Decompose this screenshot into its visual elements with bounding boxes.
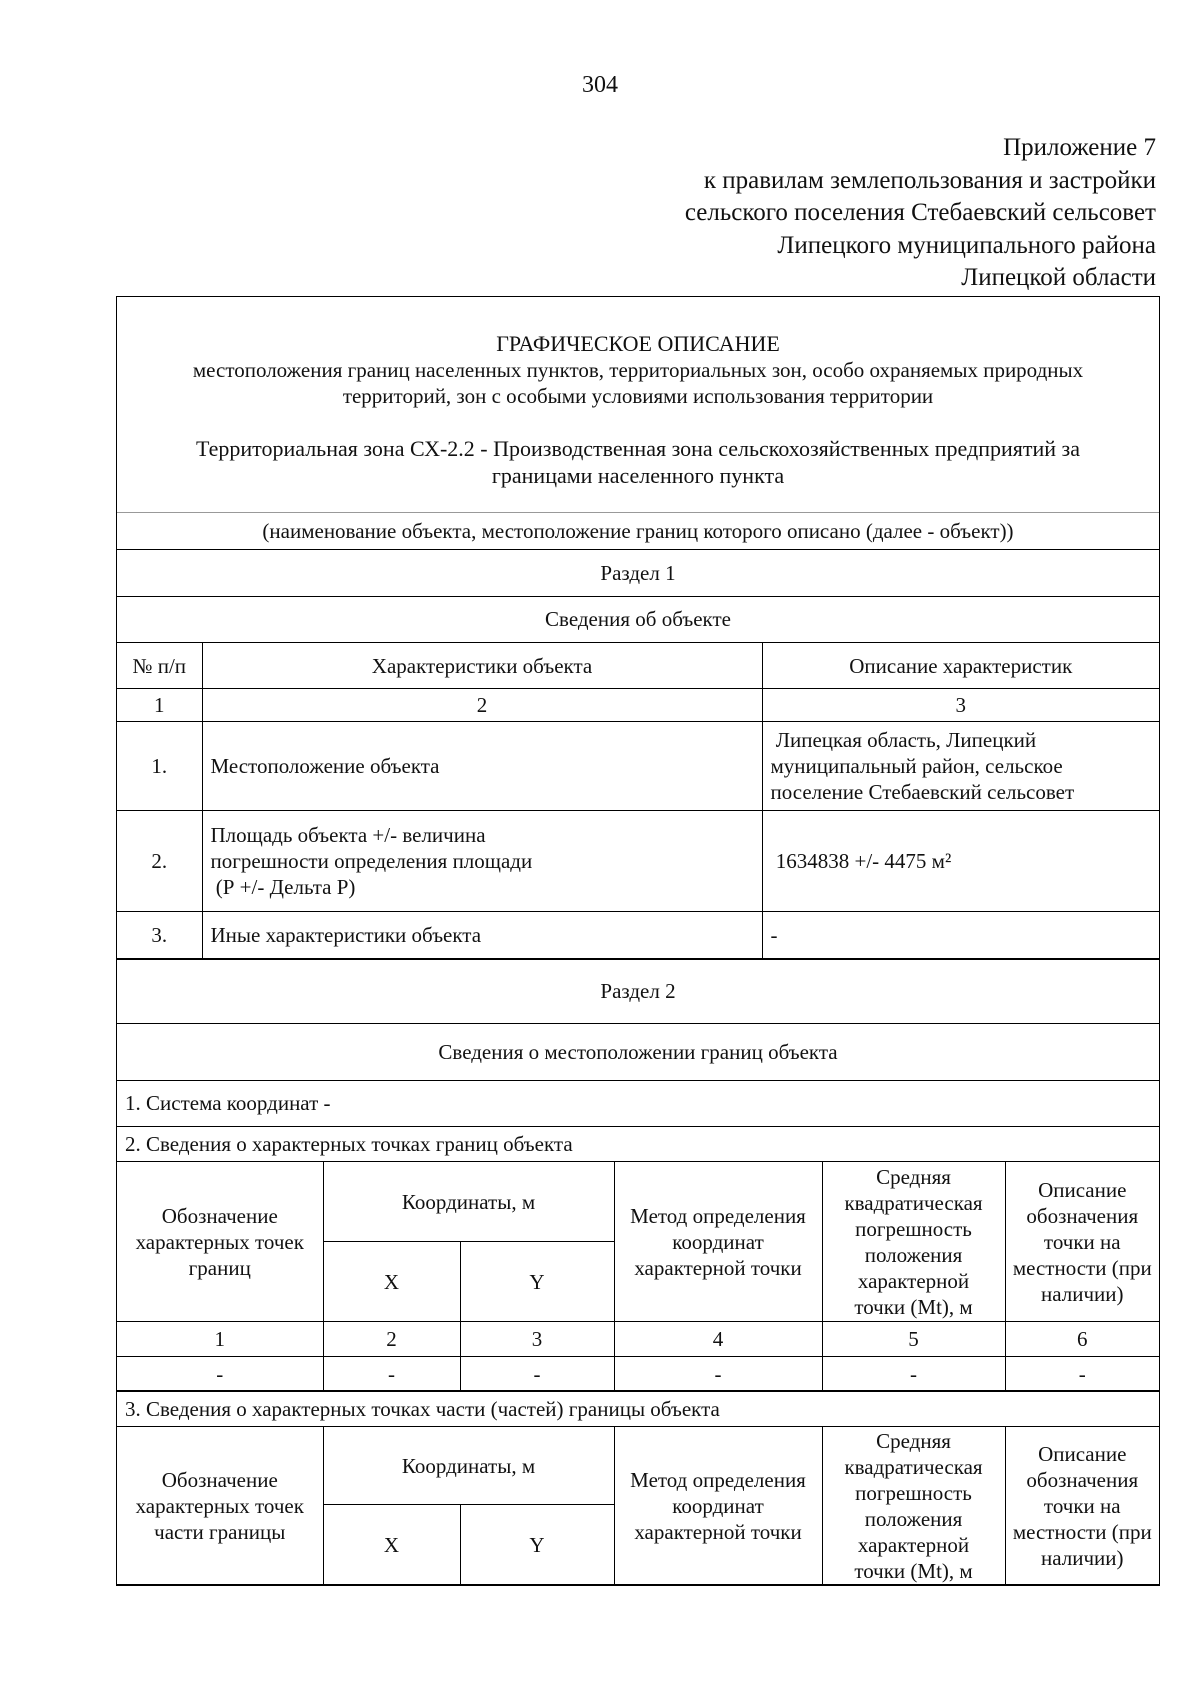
text-line: наличии) [1041,1281,1124,1306]
text-line: квадратическая [844,1454,983,1479]
text-line: Описание [1038,1177,1127,1202]
section2-subtitle: Сведения о местоположении границ объекта [117,1023,1159,1080]
text-line: Липецкая область, Липецкий [770,728,1037,752]
col-number: 3 [460,1322,614,1357]
col-number: 2 [202,689,762,722]
text-line: местности (при [1012,1519,1152,1544]
text-line: Средняя [876,1164,951,1189]
appendix-block [685,132,1156,295]
table-row [117,1357,1159,1391]
col-number: 1 [117,689,202,722]
data-cell: - [323,1357,460,1391]
text-line: характерной точки [634,1519,802,1544]
boundary-points-table [117,1161,1159,1391]
text-line: погрешность [855,1480,972,1505]
col-header-num: № п/п [117,643,202,689]
data-cell: - [822,1357,1005,1391]
boundary-parts-table [117,1426,1159,1585]
text-line: части границы [154,1519,286,1544]
text-line: положения [864,1506,963,1531]
coordinate-system: 1. Система координат - [117,1080,1159,1126]
object-caption: (наименование объекта, местоположение границ которого описано (далее - объект)) [262,518,1014,543]
designation-header [117,1162,323,1322]
row-characteristic [202,722,762,811]
text-line: Метод определения [630,1203,806,1228]
row-characteristic [202,811,762,912]
x-header: X [323,1242,460,1322]
text-line: Иные характеристики объекта [210,923,482,947]
text-line: обозначения [1026,1203,1139,1228]
text-line: - [770,923,778,947]
text-line: поселение Стебаевский сельсовет [770,780,1075,804]
data-cell: - [460,1357,614,1391]
text-line: муниципальный район, сельское [770,754,1063,778]
text-line: точки на [1043,1493,1121,1518]
zone-name-line: Территориальная зона СХ-2.2 - Производственная зона сельскохозяйственных предприятий за [196,436,1080,461]
designation-header [117,1427,323,1585]
col-number: 6 [1005,1322,1159,1357]
y-header: Y [460,1242,614,1322]
text-line: Обозначение [161,1203,278,1228]
text-line: квадратическая [844,1190,983,1215]
text-line: характерной точки [634,1255,802,1280]
text-line: координат [672,1493,764,1518]
page-number: 304 [582,72,618,98]
coordinates-header: Координаты, м [323,1162,614,1242]
data-cell: - [1005,1357,1159,1391]
col-number: 4 [614,1322,822,1357]
text-line: погрешность [855,1216,972,1241]
text-line: положения [864,1242,963,1267]
parts-title: 3. Сведения о характерных точках части (частей) границы объекта [117,1391,1159,1426]
text-line: 1634838 +/- 4475 м² [770,849,952,873]
method-header [614,1162,822,1322]
text-line: характерной [857,1532,970,1557]
object-info-table [117,642,1159,959]
coordinates-header: Координаты, м [323,1427,614,1505]
text-line: характерной [857,1268,970,1293]
text-line: обозначения [1026,1467,1139,1492]
text-line: (Р +/- Дельта Р) [210,875,356,899]
text-line: Средняя [876,1428,951,1453]
x-header: X [323,1505,460,1585]
row-number: 2. [117,811,202,912]
text-line: наличии) [1041,1545,1124,1570]
col-header-characteristics: Характеристики объекта [202,643,762,689]
row-characteristic [202,912,762,959]
text-line: характерных точек [135,1493,304,1518]
error-header [822,1427,1005,1585]
form-subtitle-line: местоположения границ населенных пунктов, территориальных зон, особо охраняемых природных [192,358,1084,382]
data-cell: - [614,1357,822,1391]
graphic-description-form [116,296,1160,1586]
text-line: точки на [1043,1229,1121,1254]
col-number: 1 [117,1322,323,1357]
method-header [614,1427,822,1585]
form-subtitle-line: территорий, зон с особыми условиями использования территории [342,384,934,408]
text-line: точки (Mt), м [854,1294,973,1319]
section1-title: Раздел 1 [117,549,1159,596]
row-number: 3. [117,912,202,959]
table-row [117,912,1159,959]
zone-name-line: границами населенного пункта [491,463,785,488]
text-line: погрешности определения площади [210,849,533,873]
row-number: 1. [117,722,202,811]
text-line: Местоположение объекта [210,754,440,778]
col-header-description: Описание характеристик [762,643,1159,689]
text-line: Площадь объекта +/- величина [210,823,486,847]
col-number: 2 [323,1322,460,1357]
table-row [117,811,1159,912]
point-description-header [1005,1162,1159,1322]
row-description [762,912,1159,959]
text-line: координат [672,1229,764,1254]
appendix-line: Липецкой области [961,264,1156,291]
section1-subtitle: Сведения об объекте [117,596,1159,642]
row-description [762,722,1159,811]
row-description [762,811,1159,912]
point-description-header [1005,1427,1159,1585]
text-line: характерных точек [135,1229,304,1254]
col-number: 5 [822,1322,1005,1357]
error-header [822,1162,1005,1322]
data-cell: - [117,1357,323,1391]
y-header: Y [460,1505,614,1585]
form-header [117,297,1159,513]
appendix-line: Приложение 7 [1003,134,1156,161]
col-number: 3 [762,689,1159,722]
appendix-line: к правилам землепользования и застройки [703,166,1156,194]
form-title: ГРАФИЧЕСКОЕ ОПИСАНИЕ [496,331,780,356]
appendix-line: Липецкого муниципального района [777,231,1156,259]
table-row [117,722,1159,811]
section2-title: Раздел 2 [117,959,1159,1023]
text-line: Метод определения [630,1467,806,1492]
zone-name [117,435,1159,489]
text-line: точки (Mt), м [854,1558,973,1583]
text-line: Описание [1038,1441,1127,1466]
text-line: местности (при [1012,1255,1152,1280]
text-line: Обозначение [161,1467,278,1492]
text-line: границ [188,1255,251,1280]
points-title: 2. Сведения о характерных точках границ объекта [117,1126,1159,1161]
appendix-line: сельского поселения Стебаевский сельсовет [684,199,1156,226]
